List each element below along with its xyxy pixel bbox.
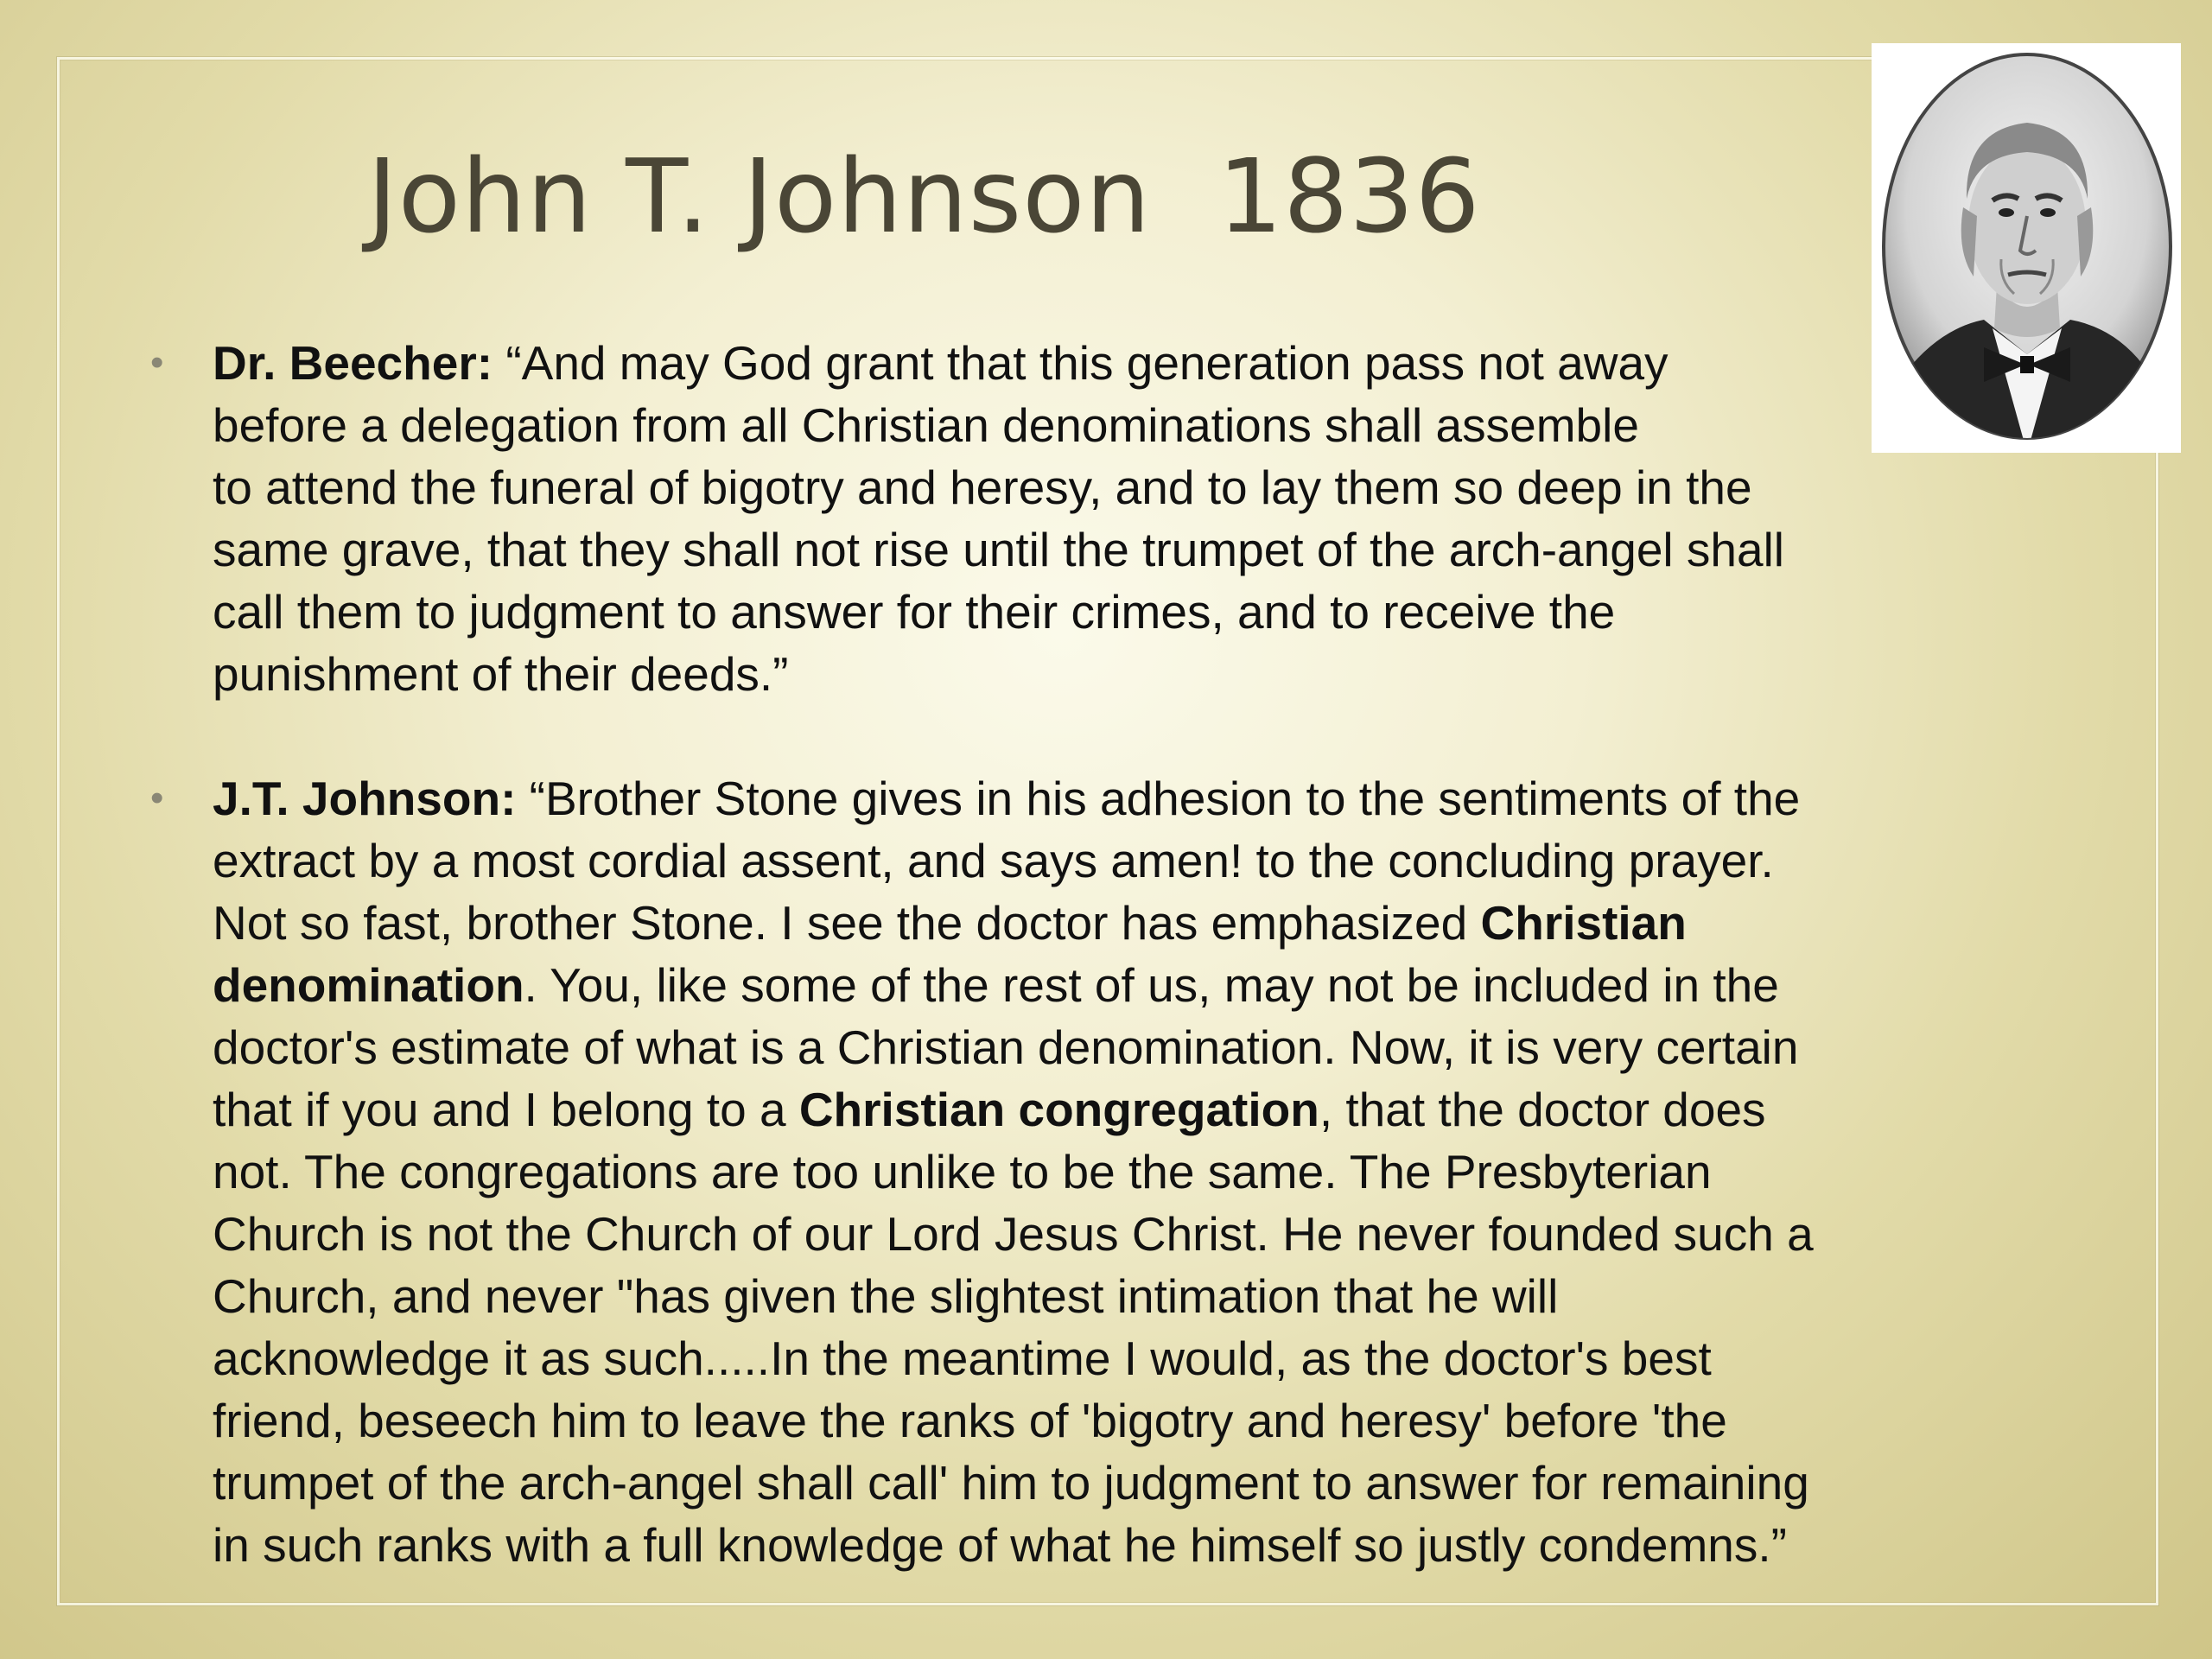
text-line (213, 1514, 1975, 1576)
emphasis-text: Christian congregation (798, 1083, 1319, 1136)
text-line (213, 767, 1975, 830)
text-line (213, 1327, 1975, 1389)
bullet-text (213, 332, 1975, 705)
bullet-beecher (150, 332, 1975, 705)
bullet-glyph: • (150, 777, 164, 819)
text-run: call them to judgment to answer for their crimes, and to receive the (213, 585, 1616, 639)
text-run: . You, like some of the rest of us, may not be included in the (524, 958, 1779, 1012)
emphasis-text: denomination (213, 958, 524, 1012)
emphasis-text: J.T. Johnson: (213, 772, 517, 825)
text-run: extract by a most cordial assent, and says amen! to the concluding prayer. (213, 834, 1774, 887)
text-line (213, 1078, 1975, 1141)
text-line (213, 518, 1975, 581)
text-run: to attend the funeral of bigotry and heresy, and to lay them so deep in the (213, 461, 1752, 514)
text-run: Church is not the Church of our Lord Jesus Christ. He never founded such a (213, 1207, 1814, 1261)
text-line (213, 643, 1975, 705)
text-run: Not so fast, brother Stone. I see the doctor has emphasized (213, 896, 1481, 950)
bullet-text (213, 767, 1975, 1576)
text-run: friend, beseech him to leave the ranks of 'bigotry and heresy' before 'the (213, 1394, 1727, 1447)
text-run: not. The congregations are too unlike to be the same. The Presbyterian (213, 1145, 1712, 1198)
text-line (213, 1141, 1975, 1203)
bullet-glyph: • (150, 341, 164, 384)
text-run: in such ranks with a full knowledge of what he himself so justly condemns.” (213, 1518, 1787, 1572)
text-run: , that the doctor does (1319, 1083, 1766, 1136)
text-run: same grave, that they shall not rise until the trumpet of the arch-angel shall (213, 523, 1785, 576)
text-line (213, 892, 1975, 954)
text-line (213, 954, 1975, 1016)
emphasis-text: Christian (1480, 896, 1687, 950)
text-line (213, 332, 1975, 394)
text-run: trumpet of the arch-angel shall call' him to judgment to answer for remaining (213, 1456, 1809, 1510)
text-line (213, 1016, 1975, 1078)
text-run: acknowledge it as such.....In the meantime I would, as the doctor's best (213, 1332, 1712, 1385)
text-line (213, 1265, 1975, 1327)
text-run: before a delegation from all Christian denominations shall assemble (213, 398, 1639, 452)
text-run: that if you and I belong to a (213, 1083, 799, 1136)
slide-title: John T. Johnson 1836 (367, 137, 1481, 256)
text-line (213, 1452, 1975, 1514)
text-line (213, 456, 1975, 518)
text-line (213, 394, 1975, 456)
emphasis-text: Dr. Beecher: (213, 336, 493, 390)
text-line (213, 830, 1975, 892)
text-line (213, 1389, 1975, 1452)
text-line (213, 1203, 1975, 1265)
text-run: punishment of their deeds.” (213, 647, 789, 701)
text-run: Church, and never "has given the slightest intimation that he will (213, 1269, 1559, 1323)
text-line (213, 581, 1975, 643)
bullet-johnson (150, 767, 1975, 1576)
text-run: “And may God grant that this generation pass not away (493, 336, 1669, 390)
text-run: “Brother Stone gives in his adhesion to the sentiments of the (516, 772, 1801, 825)
text-run: doctor's estimate of what is a Christian denomination. Now, it is very certain (213, 1020, 1799, 1074)
bullet-list (150, 332, 1975, 1576)
